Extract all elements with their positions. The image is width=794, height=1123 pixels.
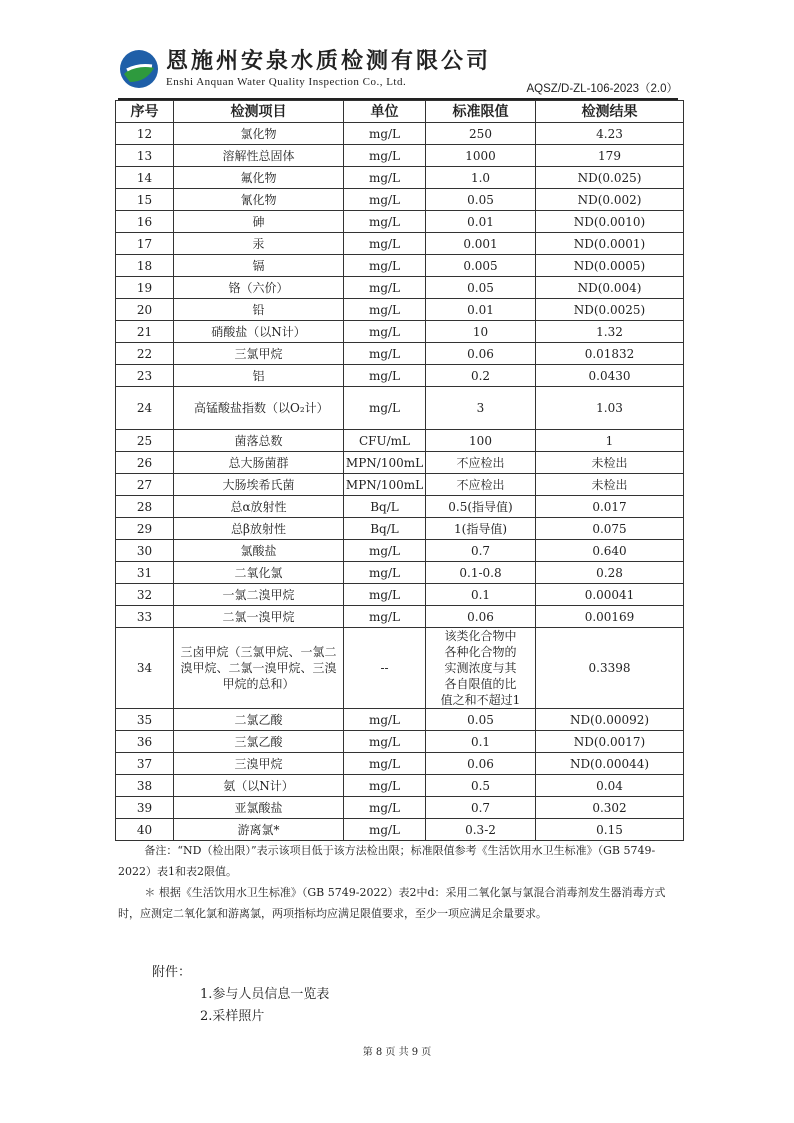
attachment-item: 1.参与人员信息一览表 [200, 987, 330, 1002]
notes [118, 840, 678, 924]
table-row [116, 775, 684, 797]
cell-limit: 0.5(指导值) [426, 496, 536, 518]
company-logo-icon [118, 48, 160, 90]
cell-unit: mg/L [344, 233, 426, 255]
cell-item: 镉 [174, 255, 344, 277]
table-row [116, 145, 684, 167]
cell-item: 三溴甲烷 [174, 753, 344, 775]
table-row [116, 474, 684, 496]
cell-limit: 0.3-2 [426, 819, 536, 841]
cell-no: 33 [116, 606, 174, 628]
cell-unit: mg/L [344, 299, 426, 321]
table-row [116, 819, 684, 841]
table-row [116, 430, 684, 452]
table-row [116, 584, 684, 606]
header-limit: 标准限值 [426, 101, 536, 123]
cell-item: 二氯一溴甲烷 [174, 606, 344, 628]
cell-limit: 0.01 [426, 211, 536, 233]
table-row [116, 753, 684, 775]
cell-unit: mg/L [344, 343, 426, 365]
cell-limit: 0.2 [426, 365, 536, 387]
cell-item: 氯化物 [174, 123, 344, 145]
cell-no: 36 [116, 731, 174, 753]
cell-unit: mg/L [344, 819, 426, 841]
cell-item: 氨（以N计） [174, 775, 344, 797]
cell-result: 0.302 [536, 797, 684, 819]
cell-result: 4.23 [536, 123, 684, 145]
cell-unit: mg/L [344, 540, 426, 562]
cell-limit: 该类化合物中各种化合物的实测浓度与其各自限值的比值之和不超过1 [426, 628, 536, 709]
cell-unit: mg/L [344, 775, 426, 797]
cell-item: 游离氯* [174, 819, 344, 841]
cell-limit: 0.001 [426, 233, 536, 255]
cell-unit: -- [344, 628, 426, 709]
table-row [116, 540, 684, 562]
cell-result: 0.00041 [536, 584, 684, 606]
results-table [115, 100, 684, 841]
cell-unit: mg/L [344, 211, 426, 233]
cell-result: 0.15 [536, 819, 684, 841]
cell-result: ND(0.0010) [536, 211, 684, 233]
table-row [116, 255, 684, 277]
table-row [116, 797, 684, 819]
cell-no: 25 [116, 430, 174, 452]
cell-item: 高锰酸盐指数（以O₂计） [174, 387, 344, 430]
table-row [116, 709, 684, 731]
cell-result: ND(0.004) [536, 277, 684, 299]
cell-result: 0.00169 [536, 606, 684, 628]
cell-limit: 0.06 [426, 606, 536, 628]
cell-limit: 0.1-0.8 [426, 562, 536, 584]
cell-unit: mg/L [344, 145, 426, 167]
cell-unit: mg/L [344, 255, 426, 277]
cell-item: 砷 [174, 211, 344, 233]
cell-limit: 0.005 [426, 255, 536, 277]
cell-item: 溶解性总固体 [174, 145, 344, 167]
cell-limit: 0.05 [426, 709, 536, 731]
cell-no: 32 [116, 584, 174, 606]
cell-item: 三卤甲烷（三氯甲烷、一氯二溴甲烷、二氯一溴甲烷、三溴甲烷的总和） [174, 628, 344, 709]
cell-limit: 100 [426, 430, 536, 452]
cell-item: 铝 [174, 365, 344, 387]
cell-no: 34 [116, 628, 174, 709]
attachments [152, 962, 329, 1028]
cell-result: 179 [536, 145, 684, 167]
cell-no: 24 [116, 387, 174, 430]
cell-result: 0.0430 [536, 365, 684, 387]
cell-limit: 0.05 [426, 189, 536, 211]
cell-limit: 0.06 [426, 343, 536, 365]
cell-result: 未检出 [536, 452, 684, 474]
cell-item: 大肠埃希氏菌 [174, 474, 344, 496]
cell-item: 硝酸盐（以N计） [174, 321, 344, 343]
cell-no: 16 [116, 211, 174, 233]
cell-result: ND(0.00044) [536, 753, 684, 775]
cell-no: 12 [116, 123, 174, 145]
cell-result: 1 [536, 430, 684, 452]
cell-result: ND(0.00092) [536, 709, 684, 731]
cell-item: 铅 [174, 299, 344, 321]
cell-unit: mg/L [344, 321, 426, 343]
cell-no: 30 [116, 540, 174, 562]
cell-result: 0.017 [536, 496, 684, 518]
cell-result: 0.3398 [536, 628, 684, 709]
cell-limit: 0.01 [426, 299, 536, 321]
cell-limit: 0.06 [426, 753, 536, 775]
cell-unit: mg/L [344, 189, 426, 211]
cell-limit: 250 [426, 123, 536, 145]
cell-unit: Bq/L [344, 518, 426, 540]
cell-no: 31 [116, 562, 174, 584]
cell-no: 28 [116, 496, 174, 518]
cell-no: 17 [116, 233, 174, 255]
table-row [116, 606, 684, 628]
cell-no: 18 [116, 255, 174, 277]
cell-limit: 不应检出 [426, 474, 536, 496]
cell-limit: 0.05 [426, 277, 536, 299]
cell-item: 亚氯酸盐 [174, 797, 344, 819]
cell-item: 氟化物 [174, 167, 344, 189]
cell-unit: CFU/mL [344, 430, 426, 452]
cell-no: 29 [116, 518, 174, 540]
cell-no: 27 [116, 474, 174, 496]
header-result: 检测结果 [536, 101, 684, 123]
cell-unit: mg/L [344, 753, 426, 775]
cell-item: 铬（六价） [174, 277, 344, 299]
cell-limit: 3 [426, 387, 536, 430]
cell-limit: 1.0 [426, 167, 536, 189]
cell-result: 未检出 [536, 474, 684, 496]
table-body [116, 123, 684, 841]
cell-no: 23 [116, 365, 174, 387]
cell-unit: mg/L [344, 606, 426, 628]
cell-item: 二氯乙酸 [174, 709, 344, 731]
cell-no: 37 [116, 753, 174, 775]
cell-unit: mg/L [344, 584, 426, 606]
table-row [116, 277, 684, 299]
attachments-title: 附件： [152, 965, 192, 980]
cell-unit: mg/L [344, 277, 426, 299]
cell-unit: Bq/L [344, 496, 426, 518]
cell-unit: mg/L [344, 797, 426, 819]
cell-limit: 0.7 [426, 540, 536, 562]
table-row [116, 123, 684, 145]
cell-item: 汞 [174, 233, 344, 255]
cell-limit: 10 [426, 321, 536, 343]
cell-unit: mg/L [344, 562, 426, 584]
table-row [116, 731, 684, 753]
header-unit: 单位 [344, 101, 426, 123]
cell-result: 1.03 [536, 387, 684, 430]
cell-result: 0.04 [536, 775, 684, 797]
table-header-row [116, 101, 684, 123]
table-row [116, 452, 684, 474]
cell-result: ND(0.0017) [536, 731, 684, 753]
cell-no: 15 [116, 189, 174, 211]
cell-limit: 0.1 [426, 584, 536, 606]
cell-unit: mg/L [344, 387, 426, 430]
cell-no: 22 [116, 343, 174, 365]
cell-no: 13 [116, 145, 174, 167]
cell-item: 一氯二溴甲烷 [174, 584, 344, 606]
cell-result: ND(0.0001) [536, 233, 684, 255]
document-code: AQSZ/D-ZL-106-2023（2.0） [526, 83, 678, 95]
table-row [116, 189, 684, 211]
cell-limit: 1000 [426, 145, 536, 167]
cell-item: 总大肠菌群 [174, 452, 344, 474]
cell-item: 三氯甲烷 [174, 343, 344, 365]
cell-result: 0.640 [536, 540, 684, 562]
cell-no: 19 [116, 277, 174, 299]
cell-result: ND(0.0005) [536, 255, 684, 277]
cell-limit: 0.7 [426, 797, 536, 819]
table-row [116, 211, 684, 233]
cell-no: 40 [116, 819, 174, 841]
page-number: 第 8 页 共 9 页 [362, 1047, 432, 1058]
cell-result: 0.28 [536, 562, 684, 584]
table-row [116, 343, 684, 365]
attachment-item: 2.采样照片 [200, 1009, 265, 1024]
cell-result: ND(0.002) [536, 189, 684, 211]
cell-no: 20 [116, 299, 174, 321]
table-row [116, 387, 684, 430]
table-row [116, 167, 684, 189]
cell-limit: 0.1 [426, 731, 536, 753]
cell-result: 1.32 [536, 321, 684, 343]
company-name-en: Enshi Anquan Water Quality Inspection Co., Ltd. [166, 76, 407, 88]
cell-limit: 0.5 [426, 775, 536, 797]
cell-no: 14 [116, 167, 174, 189]
cell-no: 39 [116, 797, 174, 819]
header-no: 序号 [116, 101, 174, 123]
company-name-cn: 恩施州安泉水质检测有限公司 [166, 48, 492, 74]
note-free-chlorine: ＊ 根据《生活饮用水卫生标准》（GB 5749-2022）表2中d：采用二氧化氯与氯混合消毒剂发生器消毒方式时，应测定二氧化氯和游离氯，两项指标均应满足限值要求，至少一项应满足余量要求。 [118, 886, 666, 920]
table-row [116, 518, 684, 540]
note-nd: 备注：“ND（检出限）”表示该项目低于该方法检出限；标准限值参考《生活饮用水卫生标准》（GB 5749-2022）表1和表2限值。 [118, 844, 656, 878]
cell-no: 38 [116, 775, 174, 797]
table-row [116, 496, 684, 518]
cell-item: 总β放射性 [174, 518, 344, 540]
cell-unit: MPN/100mL [344, 474, 426, 496]
cell-item: 二氧化氯 [174, 562, 344, 584]
cell-no: 35 [116, 709, 174, 731]
cell-no: 26 [116, 452, 174, 474]
cell-item: 总α放射性 [174, 496, 344, 518]
cell-unit: MPN/100mL [344, 452, 426, 474]
table-row [116, 233, 684, 255]
cell-result: 0.075 [536, 518, 684, 540]
header-item: 检测项目 [174, 101, 344, 123]
cell-result: ND(0.025) [536, 167, 684, 189]
cell-unit: mg/L [344, 167, 426, 189]
cell-unit: mg/L [344, 365, 426, 387]
table-row [116, 365, 684, 387]
table-row [116, 628, 684, 709]
cell-result: 0.01832 [536, 343, 684, 365]
cell-item: 氯酸盐 [174, 540, 344, 562]
cell-item: 三氯乙酸 [174, 731, 344, 753]
table-row [116, 321, 684, 343]
cell-item: 菌落总数 [174, 430, 344, 452]
cell-limit: 1(指导值) [426, 518, 536, 540]
cell-unit: mg/L [344, 123, 426, 145]
cell-result: ND(0.0025) [536, 299, 684, 321]
cell-limit: 不应检出 [426, 452, 536, 474]
table-row [116, 562, 684, 584]
cell-unit: mg/L [344, 731, 426, 753]
page-header [118, 44, 678, 100]
cell-unit: mg/L [344, 709, 426, 731]
table-row [116, 299, 684, 321]
cell-no: 21 [116, 321, 174, 343]
cell-item: 氰化物 [174, 189, 344, 211]
